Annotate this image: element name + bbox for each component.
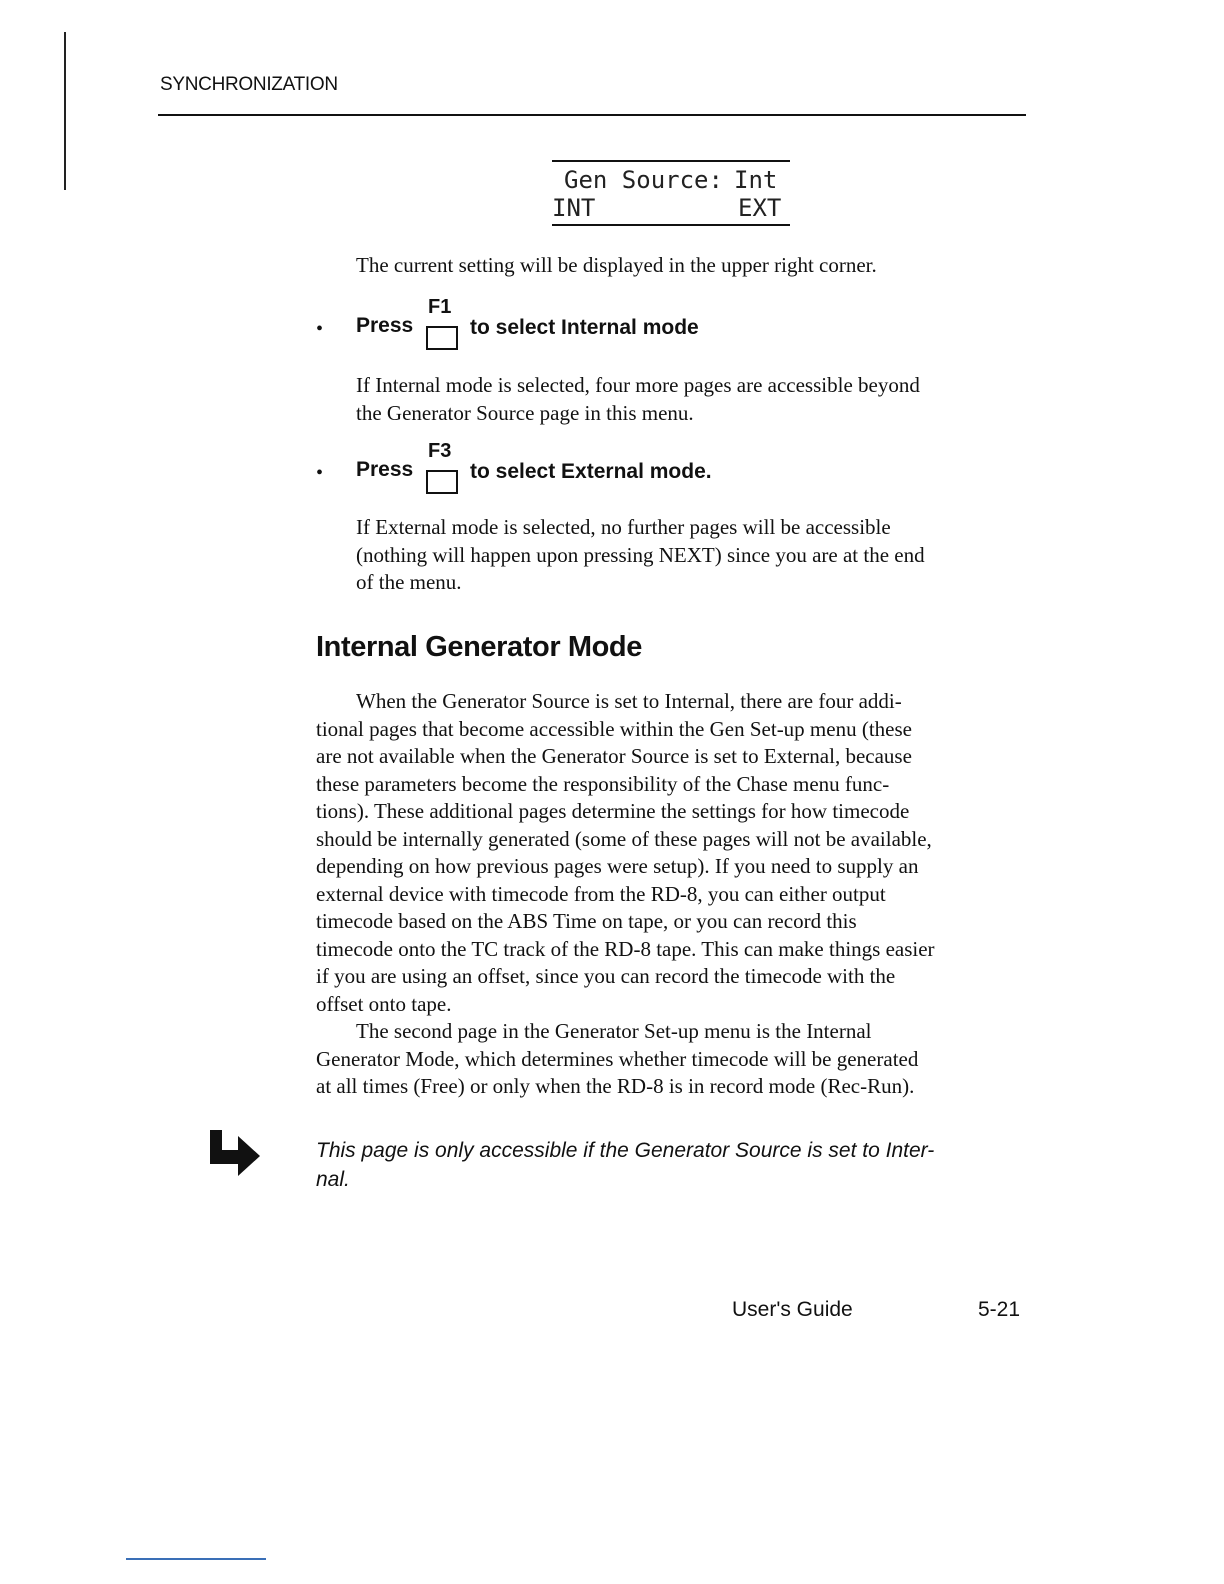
bullet: • — [316, 462, 324, 484]
f3-key-icon — [426, 470, 458, 494]
paragraph-line: should be internally generated (some of these pages will not be available, — [316, 826, 932, 851]
running-header: SYNCHRONIZATION — [160, 74, 338, 95]
step2-press: Press — [356, 458, 414, 481]
paragraph-line: tional pages that become accessible within the Gen Set-up menu (these — [316, 716, 912, 741]
paragraph-line: When the Generator Source is set to Internal, there are four addi- — [356, 689, 902, 713]
step1-press: Press — [356, 314, 414, 337]
paragraph-line: timecode onto the TC track of the RD-8 tape. This can make things easier — [316, 936, 935, 961]
lcd-line2-right: EXT — [738, 194, 782, 222]
note-line: This page is only accessible if the Generator Source is set to Inter- — [316, 1139, 935, 1162]
paragraph-line: depending on how previous pages were setup). If you need to supply an — [316, 854, 919, 878]
paragraph-line: are not available when the Generator Source is set to External, because — [316, 744, 912, 768]
intro-text: The current setting will be displayed in the upper right corner. — [356, 253, 877, 277]
header-rule — [158, 114, 1026, 116]
note-text — [316, 1136, 1036, 1194]
paragraph-line: timecode based on the ABS Time on tape, or you can record this — [316, 909, 857, 933]
paragraph-line: at all times (Free) or only when the RD-8 is in record mode (Rec-Run). — [316, 1074, 915, 1098]
paragraph-line: The second page in the Generator Set-up menu is the Internal — [356, 1019, 872, 1043]
lcd-top-rule — [552, 160, 790, 162]
step1-detail-line: If Internal mode is selected, four more pages are accessible beyond — [356, 373, 920, 397]
section-paragraph-1 — [316, 688, 1036, 1101]
step2-detail-line: (nothing will happen upon pressing NEXT) since you are at the end — [356, 542, 925, 567]
step1-action: to select Internal mode — [470, 316, 699, 339]
lcd-bottom-rule — [552, 224, 790, 226]
paragraph-line: external device with timecode from the RD-8, you can either output — [316, 881, 886, 906]
lcd-line1-value: Int — [734, 166, 778, 194]
bottom-rule — [126, 1558, 266, 1560]
footer-page-number: 5-21 — [978, 1298, 1021, 1321]
section-heading: Internal Generator Mode — [316, 631, 642, 663]
note-line: nal. — [316, 1168, 350, 1191]
lcd-line1-label: Gen Source: — [564, 166, 723, 194]
step1-detail — [356, 372, 1016, 427]
bullet: • — [316, 318, 324, 340]
footer-guide-title: User's Guide — [732, 1298, 853, 1321]
step2-action: to select External mode. — [470, 460, 712, 483]
step2-key-label: F3 — [428, 440, 452, 462]
lcd-display — [552, 160, 790, 228]
step1-detail-line: the Generator Source page in this menu. — [356, 400, 694, 425]
arrow-right-icon — [206, 1128, 262, 1178]
paragraph-line: tions). These additional pages determine the settings for how timecode — [316, 799, 910, 823]
step2-detail-line: of the menu. — [356, 570, 462, 594]
lcd-line2-left: INT — [552, 194, 596, 222]
paragraph-line: these parameters become the responsibility of the Chase menu func- — [316, 771, 890, 796]
step2-detail-line: If External mode is selected, no further pages will be accessible — [356, 515, 891, 539]
step2-detail — [356, 514, 1016, 597]
paragraph-line: Generator Mode, which determines whether timecode will be generated — [316, 1046, 919, 1071]
step1-key-label: F1 — [428, 296, 452, 318]
f1-key-icon — [426, 326, 458, 350]
paragraph-line: offset onto tape. — [316, 991, 452, 1016]
margin-bar — [64, 32, 66, 190]
paragraph-line: if you are using an offset, since you can record the timecode with the — [316, 964, 896, 988]
